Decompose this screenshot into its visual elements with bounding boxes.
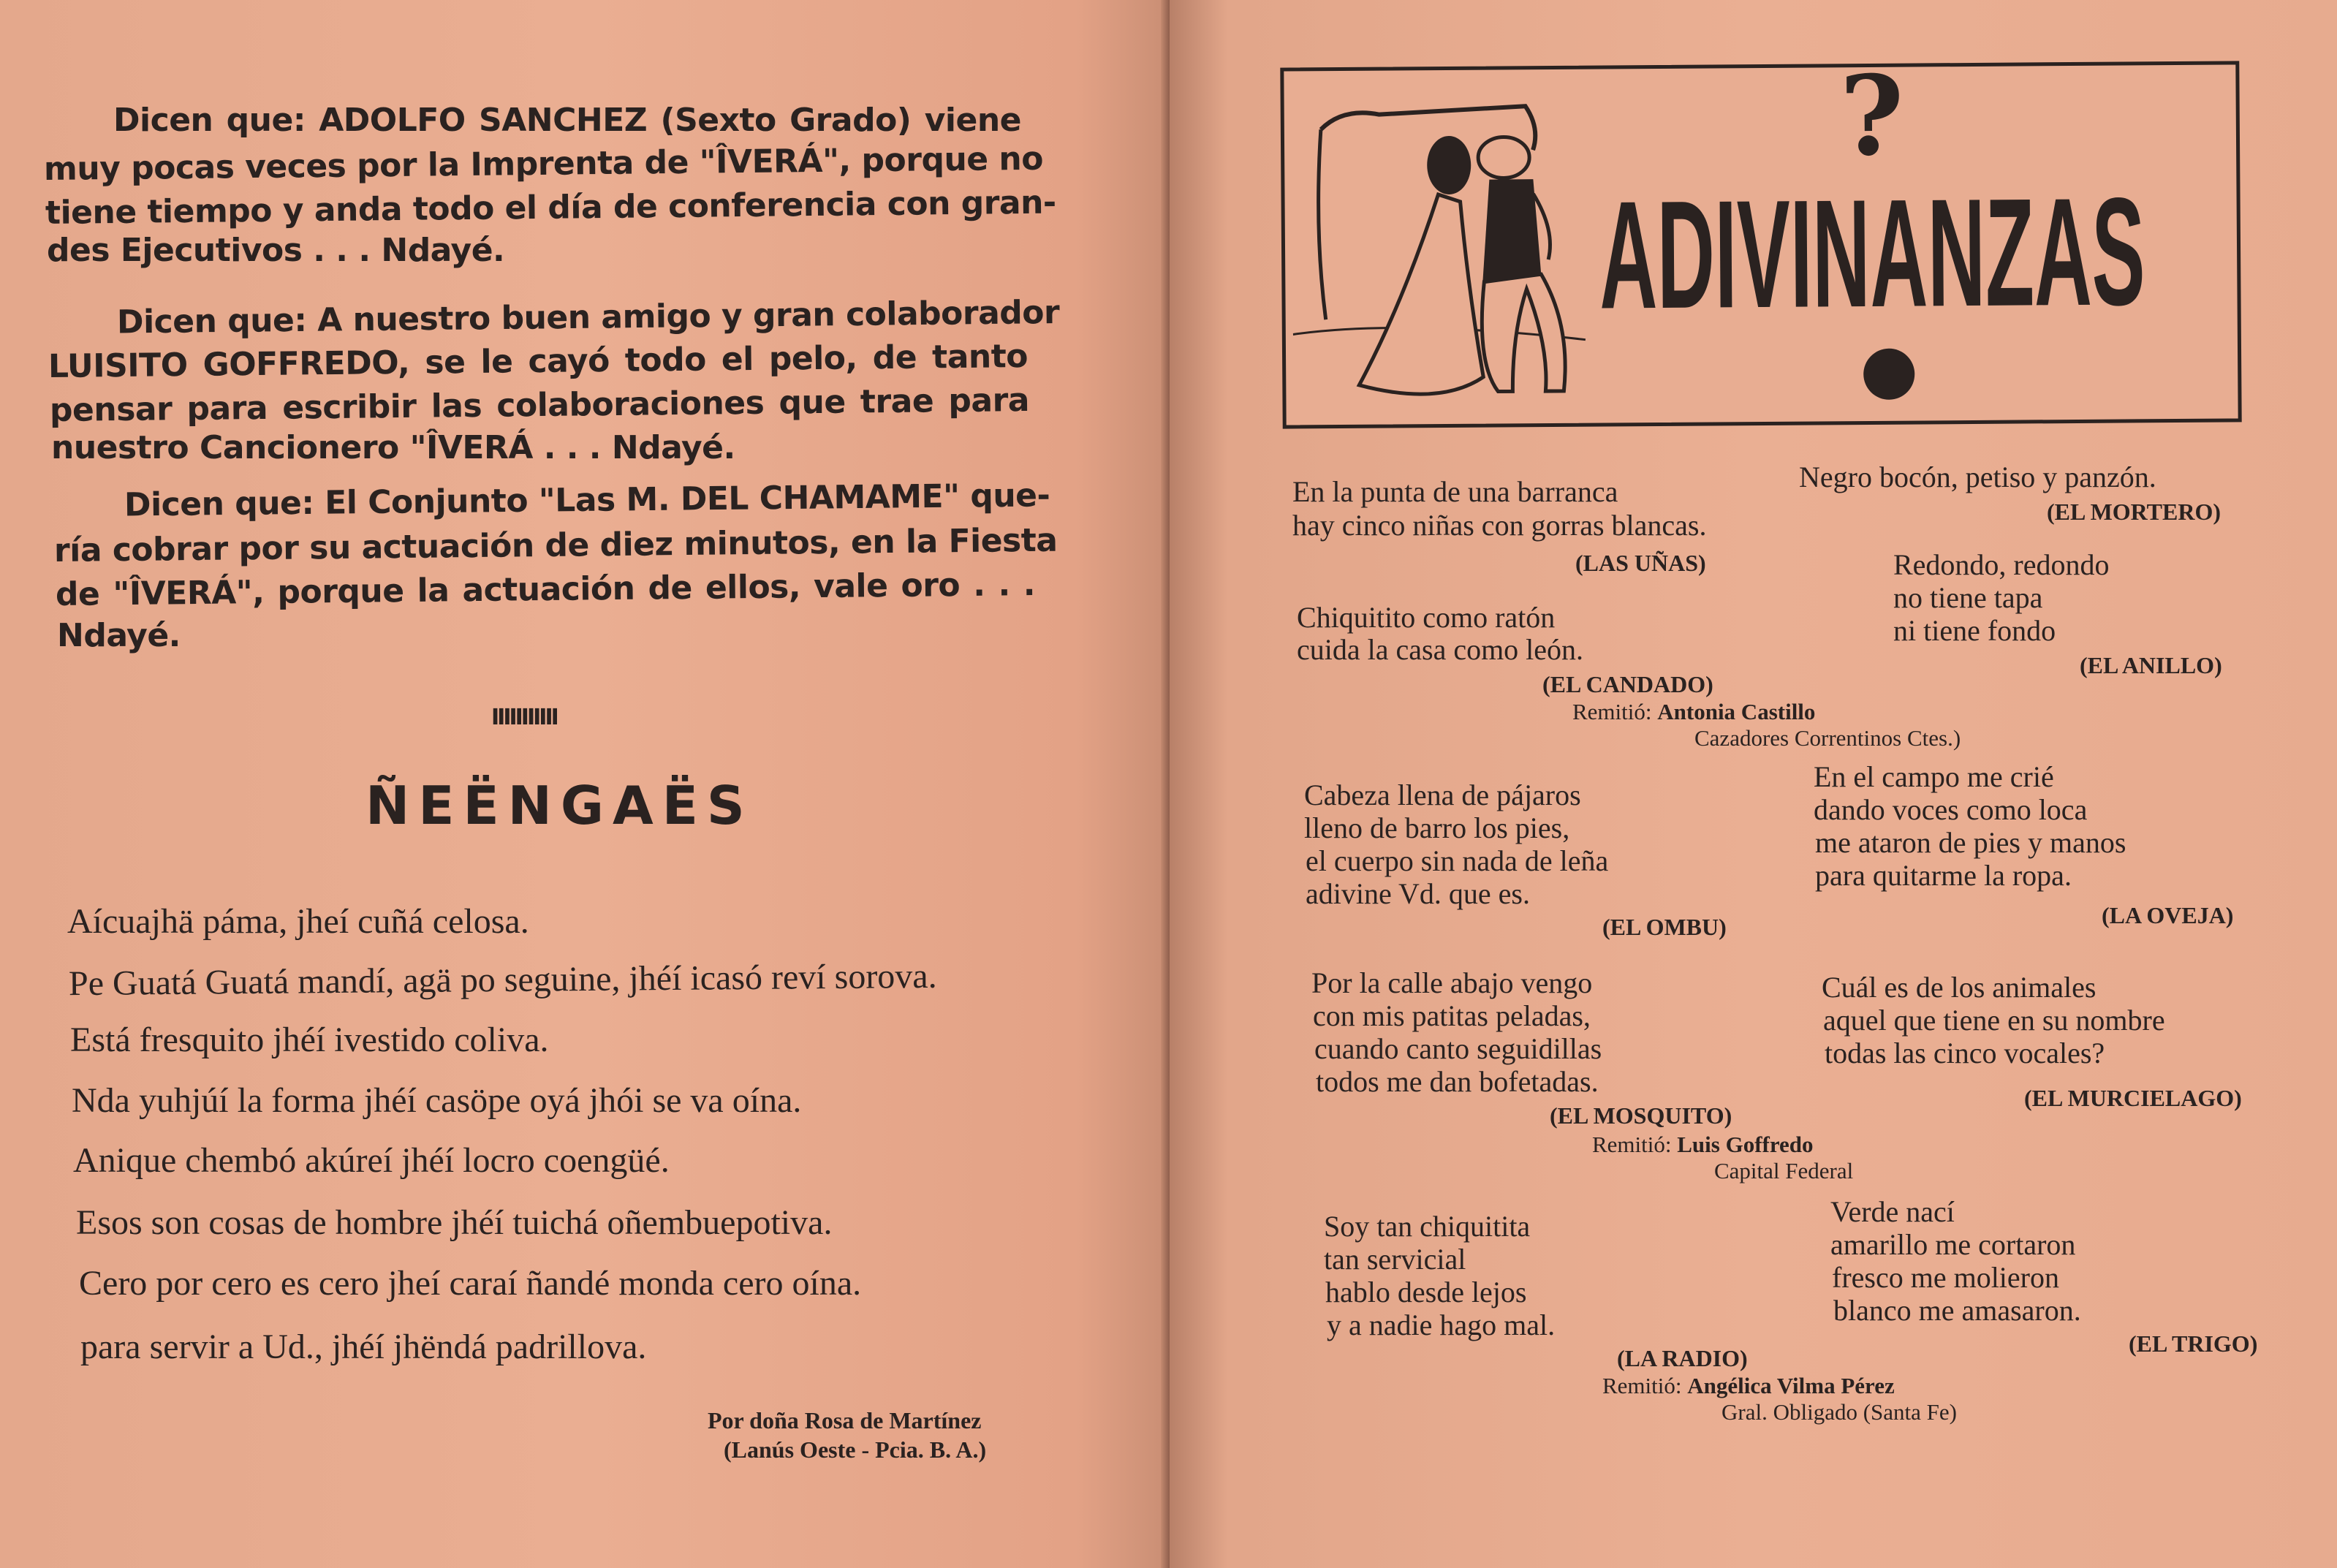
riddle-line: hablo desde lejos bbox=[1325, 1276, 1527, 1308]
poem-author: Por doña Rosa de Martínez bbox=[708, 1407, 982, 1433]
riddle-answer: (LAS UÑAS) bbox=[1575, 550, 1706, 576]
riddle-answer: (EL CANDADO) bbox=[1542, 671, 1713, 697]
riddle-answer: (EL OMBU) bbox=[1602, 914, 1727, 940]
text-line: Dicen que: ADOLFO SANCHEZ (Sexto Grado) viene bbox=[113, 102, 1021, 139]
poem-line: Está fresquito jhéí ivestido coliva. bbox=[70, 1020, 549, 1059]
riddle-line: ni tiene fondo bbox=[1893, 614, 2056, 647]
sender-place: Gral. Obligado (Santa Fe) bbox=[1721, 1399, 1957, 1425]
riddle-line: con mis patitas peladas, bbox=[1313, 999, 1591, 1032]
sender-name: Luis Goffredo bbox=[1677, 1132, 1814, 1157]
riddle-line: Verde nací bbox=[1830, 1195, 1955, 1228]
sender-label: Remitió: bbox=[1602, 1373, 1682, 1398]
sender-credit bbox=[1602, 1374, 1895, 1398]
text-line: Ndayé. bbox=[57, 617, 181, 654]
text-line: pensar para escribir las colaboraciones que trae para bbox=[49, 381, 1030, 430]
sender-label: Remitió: bbox=[1572, 699, 1652, 724]
text-line: tiene tiempo y anda todo el día de conferencia con gran- bbox=[45, 183, 1056, 232]
poem-title: ÑEËNGAËS bbox=[365, 775, 754, 836]
riddle-line: aquel que tiene en su nombre bbox=[1823, 1004, 2165, 1037]
riddle-line: cuando canto seguidillas bbox=[1314, 1032, 1602, 1065]
text-line: ría cobrar por su actuación de diez minutos, en la Fiesta bbox=[53, 521, 1058, 570]
text-line: muy pocas veces por la Imprenta de "ÎVERÁ", porque no bbox=[43, 140, 1044, 189]
riddle-line: Chiquitito como ratón bbox=[1297, 601, 1556, 634]
riddle-line: Soy tan chiquitita bbox=[1324, 1210, 1531, 1243]
riddle-line: tan servicial bbox=[1324, 1243, 1466, 1276]
text-line: de "ÎVERÁ", porque la actuación de ellos, vale oro . . . bbox=[55, 565, 1036, 614]
poem-line: Aícuajhä páma, jheí cuñá celosa. bbox=[67, 902, 529, 941]
riddle-line: dando voces como loca bbox=[1814, 793, 2088, 826]
poem-line: Cero por cero es cero jheí caraí ñandé monda cero oína. bbox=[79, 1264, 862, 1303]
riddle-line: amarillo me cortaron bbox=[1830, 1228, 2076, 1261]
riddle-answer: (EL MORTERO) bbox=[2047, 499, 2221, 525]
text-line: des Ejecutivos . . . Ndayé. bbox=[47, 232, 505, 269]
poem-line: Esos son cosas de hombre jhéí tuichá oñembuepotiva. bbox=[76, 1203, 833, 1242]
riddle-line: fresco me molieron bbox=[1832, 1261, 2059, 1294]
riddle-line: Por la calle abajo vengo bbox=[1311, 966, 1593, 999]
sender-name: Antonia Castillo bbox=[1657, 699, 1816, 724]
riddle-line: todas las cinco vocales? bbox=[1825, 1037, 2105, 1069]
riddle-line: Redondo, redondo bbox=[1893, 548, 2110, 581]
poem-author-location: (Lanús Oeste - Pcia. B. A.) bbox=[724, 1436, 987, 1463]
sender-place: Cazadores Correntinos Ctes.) bbox=[1694, 725, 1961, 751]
question-mark-dot bbox=[1863, 349, 1914, 400]
dancing-couple-illustration bbox=[1291, 84, 1600, 415]
sender-place: Capital Federal bbox=[1714, 1158, 1854, 1183]
riddle-line: hay cinco niñas con gorras blancas. bbox=[1292, 509, 1707, 542]
text-line: nuestro Cancionero "ÎVERÁ . . . Ndayé. bbox=[51, 429, 735, 466]
riddle-answer: (EL MURCIELAGO) bbox=[2024, 1085, 2242, 1111]
text-line: Dicen que: El Conjunto "Las M. DEL CHAMAME" que- bbox=[124, 477, 1050, 524]
sender-label: Remitió: bbox=[1592, 1132, 1672, 1157]
riddle-line: cuida la casa como león. bbox=[1297, 633, 1584, 666]
poem-line: Pe Guatá Guatá mandí, agä po seguine, jhéí icasó reví sorova. bbox=[68, 956, 937, 1004]
riddle-answer: (EL MOSQUITO) bbox=[1550, 1102, 1732, 1129]
riddle-line: blanco me amasaron. bbox=[1833, 1294, 2081, 1327]
riddles-title: ADIVINANZAS bbox=[1599, 165, 2146, 341]
riddles-header-banner bbox=[1280, 51, 2241, 428]
riddle-line: para quitarme la ropa. bbox=[1815, 859, 2072, 892]
riddle-answer: (LA OVEJA) bbox=[2102, 902, 2234, 928]
riddle-line: En la punta de una barranca bbox=[1292, 475, 1618, 508]
text-line: Dicen que: A nuestro buen amigo y gran colaborador bbox=[116, 294, 1060, 341]
riddle-line: me ataron de pies y manos bbox=[1815, 826, 2126, 859]
riddle-line: lleno de barro los pies, bbox=[1304, 811, 1570, 844]
poem-line: Nda yuhjúí la forma jhéí casöpe oyá jhói se va oína. bbox=[72, 1081, 802, 1120]
poem-line: Anique chembó akúreí jhéí locro coengüé. bbox=[73, 1141, 670, 1180]
text-line: LUISITO GOFFREDO, se le cayó todo el pelo, de tanto bbox=[48, 337, 1029, 386]
riddle-line: no tiene tapa bbox=[1893, 581, 2043, 614]
riddle-line: En el campo me crié bbox=[1814, 760, 2054, 793]
poem-line: para servir a Ud., jhéí jhëndá padrillova. bbox=[80, 1328, 647, 1366]
riddle-line: Negro bocón, petiso y panzón. bbox=[1799, 461, 2156, 493]
riddle-line: y a nadie hago mal. bbox=[1327, 1308, 1556, 1341]
riddle-answer: (EL TRIGO) bbox=[2129, 1330, 2258, 1357]
sender-name: Angélica Vilma Pérez bbox=[1687, 1373, 1895, 1398]
sender-credit bbox=[1592, 1133, 1814, 1156]
riddle-line: Cuál es de los animales bbox=[1822, 971, 2097, 1004]
riddle-line: Cabeza llena de pájaros bbox=[1304, 779, 1581, 811]
section-divider-ornament: IIIIIIIIIII bbox=[491, 705, 557, 730]
question-mark-icon: ? bbox=[1839, 51, 1905, 181]
riddle-answer: (EL ANILLO) bbox=[2080, 652, 2222, 678]
riddle-line: el cuerpo sin nada de leña bbox=[1306, 844, 1609, 877]
riddle-answer: (LA RADIO) bbox=[1617, 1345, 1748, 1371]
sender-credit bbox=[1572, 700, 1815, 724]
riddle-line: adivine Vd. que es. bbox=[1306, 877, 1530, 910]
riddle-line: todos me dan bofetadas. bbox=[1316, 1065, 1599, 1098]
